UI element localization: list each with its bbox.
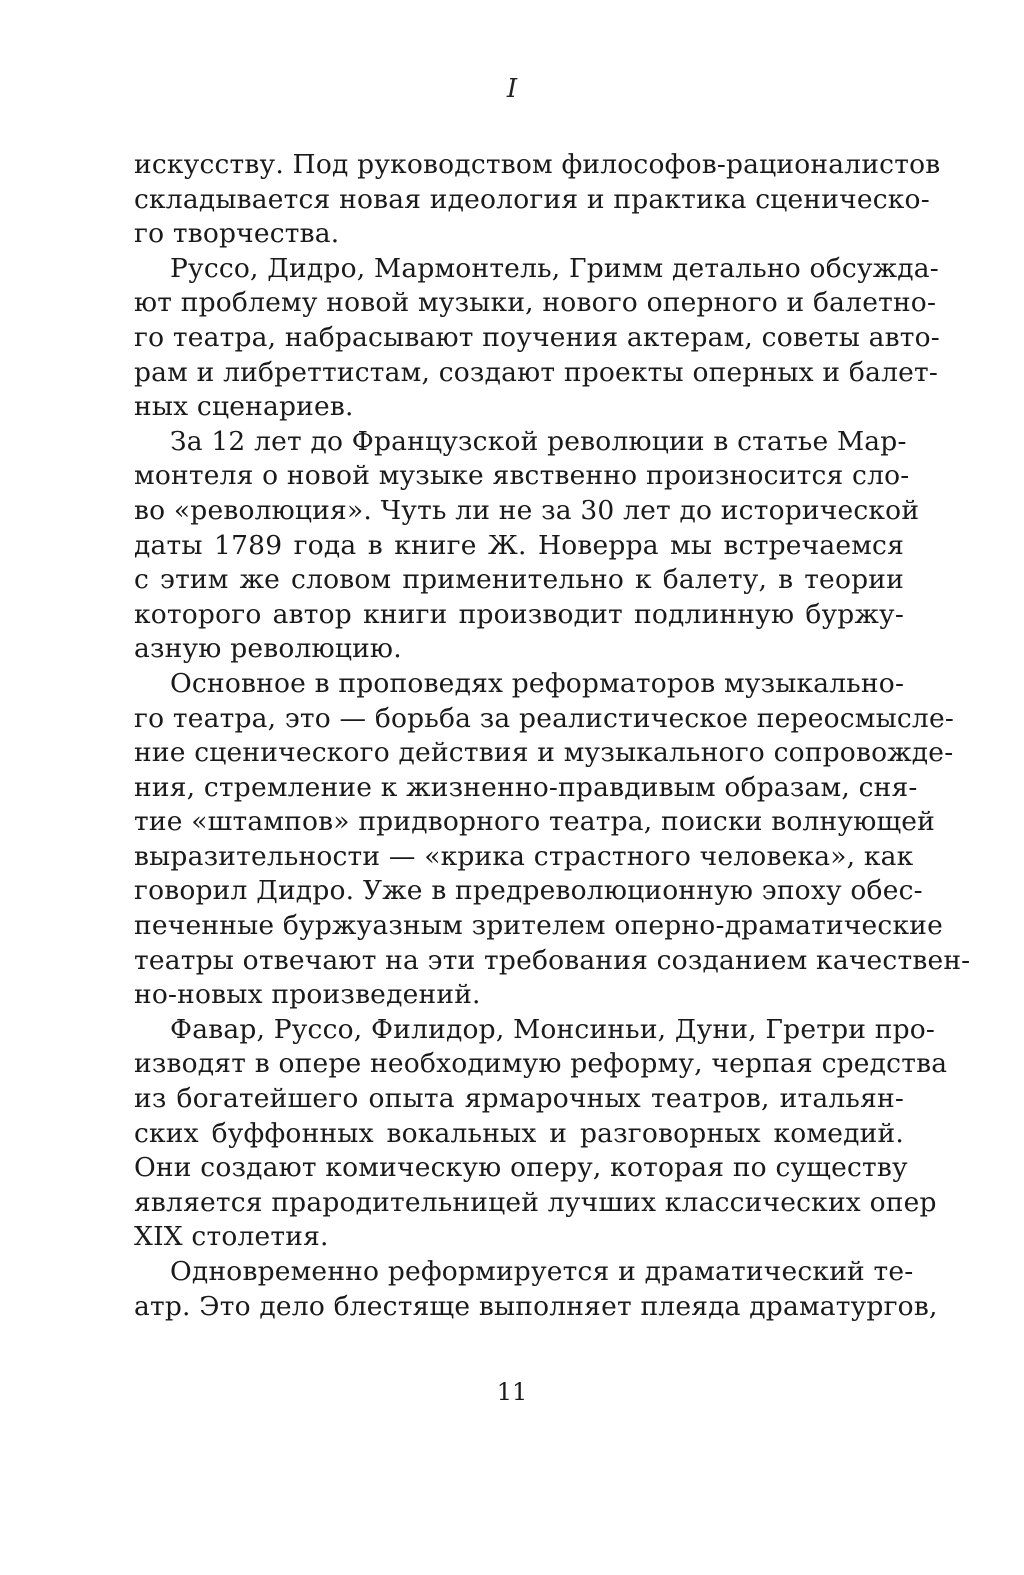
text-line: но-новых произведений. [134, 979, 481, 1011]
paragraph [134, 252, 940, 425]
text-line: является прародительницей лучших классических опер [134, 1186, 937, 1218]
text-line: искусству. Под руководством философов-рационалистов [134, 149, 941, 180]
text-line: говорил Дидро. Уже в предреволюционную эпоху обес- [134, 875, 923, 907]
text-line: го творчества. [134, 218, 340, 250]
text-line: ния, стремление к жизненно-правдивым образам, сня- [134, 771, 918, 803]
text-line: изводят в опере необходимую реформу, черпая средства [134, 1048, 948, 1080]
text-line: ных сценариев. [134, 391, 354, 423]
text-line: Руссо, Дидро, Мармонтель, Гримм детально обсужда- [170, 252, 939, 284]
text-line: XIX столетия. [134, 1221, 329, 1253]
text-line: азную революцию. [134, 633, 402, 665]
text-line: Основное в проповедях реформаторов музыкально- [170, 667, 905, 699]
text-line: театры отвечают на эти требования созданием качествен- [134, 944, 971, 976]
text-line: Они создают комическую оперу, которая по существу [134, 1152, 908, 1184]
text-line: во «революция». Чуть ли не за 30 лет до исторической [134, 494, 920, 526]
text-line: тие «штампов» придворного театра, поиски волнующей [134, 806, 936, 838]
paragraph [134, 1255, 938, 1324]
paragraph [134, 148, 941, 252]
text-line: даты 1789 года в книге Ж. Новерра мы встречаемся [134, 529, 904, 561]
text-line: Фавар, Руссо, Филидор, Монсиньи, Дуни, Гретри про- [170, 1013, 936, 1045]
page-number: 11 [496, 1378, 528, 1406]
running-head: I [506, 74, 518, 104]
text-line: атр. Это дело блестяще выполняет плеяда драматургов, [134, 1290, 938, 1322]
text-line: с этим же словом применительно к балету, в теории [134, 564, 904, 596]
text-line: Одновременно реформируется и драматический те- [170, 1256, 914, 1287]
text-line: ских буффонных вокальных и разговорных комедий. [134, 1117, 904, 1149]
paragraph [134, 425, 920, 667]
text-line: печенные буржуазным зрителем оперно-драматические [134, 910, 943, 942]
text-line: из богатейшего опыта ярмарочных театров, итальян- [134, 1083, 904, 1115]
paragraph [134, 667, 971, 1013]
text-line: За 12 лет до Французской революции в статье Мар- [170, 425, 907, 457]
body-text [134, 148, 971, 1324]
text-line: выразительности — «крика страстного человека», как [134, 840, 914, 872]
text-line: го театра, это — борьба за реалистическое переосмысле- [134, 702, 955, 734]
text-line: ние сценического действия и музыкального сопровожде- [134, 737, 954, 769]
text-line: складывается новая идеология и практика сценическо- [134, 183, 930, 215]
text-line: которого автор книги производит подлинную буржу- [134, 598, 904, 630]
text-line: го театра, набрасывают поучения актерам, советы авто- [134, 321, 940, 353]
text-line: рам и либреттистам, создают проекты оперных и балет- [134, 356, 939, 388]
paragraph [134, 1013, 948, 1255]
text-line: ют проблему новой музыки, нового оперного и балетно- [134, 287, 937, 319]
text-line: монтеля о новой музыке явственно произносится сло- [134, 460, 910, 492]
